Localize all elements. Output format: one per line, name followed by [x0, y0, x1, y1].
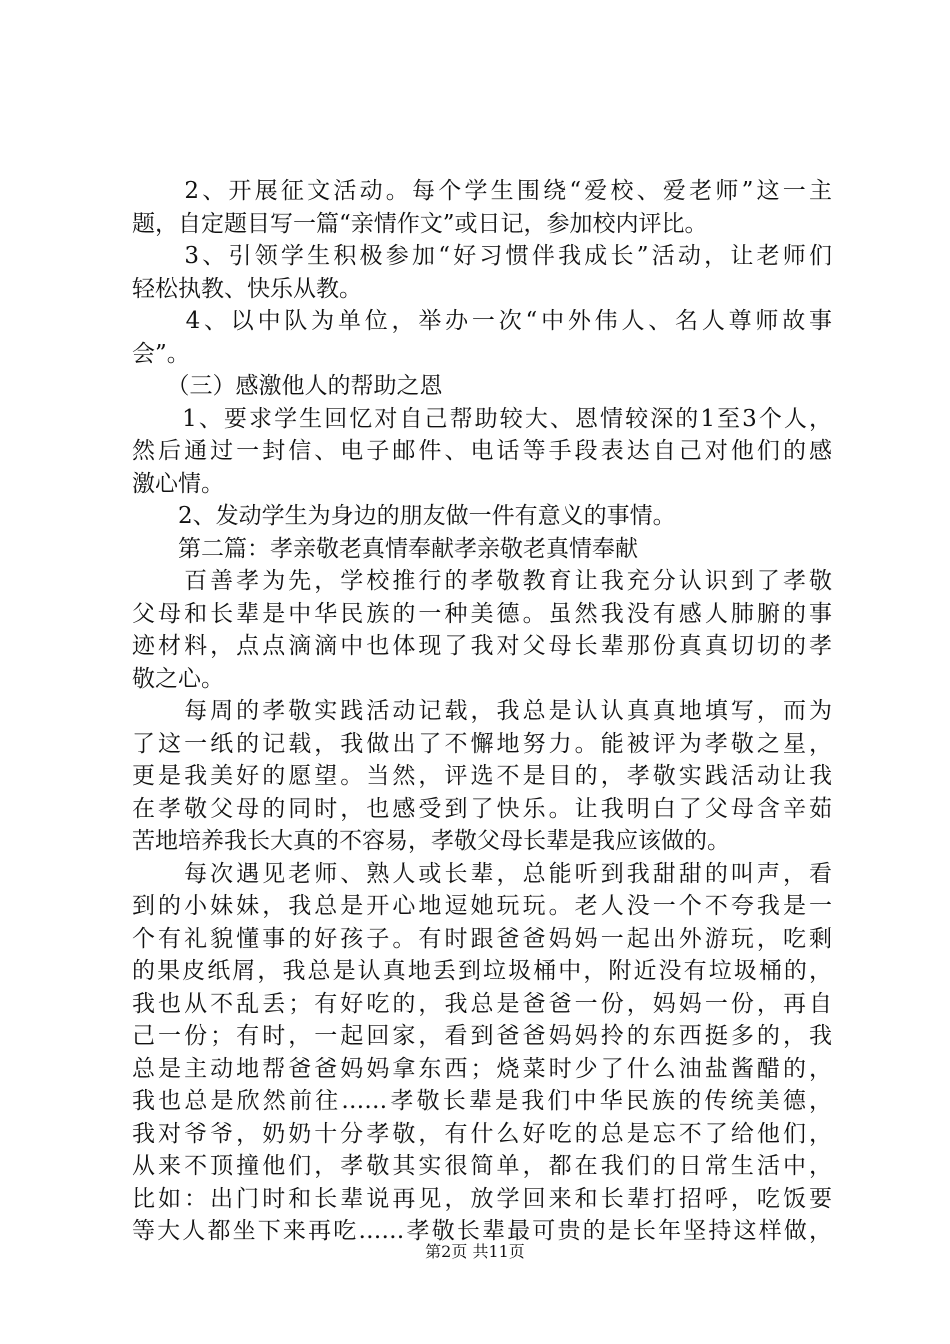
text-line: 然后通过一封信、电子邮件、电话等手段表达自己对他们的感 [132, 438, 832, 464]
text-line: 每次遇见老师、熟人或长辈，总能听到我甜甜的叫声，看 [132, 860, 832, 887]
page-number-footer: 第2页 共11页 [425, 1242, 525, 1261]
text-line: 个有礼貌懂事的好孩子。有时跟爸爸妈妈一起出外游玩，吃剩 [132, 925, 832, 952]
text-line: 比如：出门时和长辈说再见，放学回来和长辈打招呼，吃饭要 [132, 1185, 832, 1212]
text-line: 到的小妹妹，我总是开心地逗她玩玩。老人没一个不夸我是一 [132, 893, 832, 919]
section-heading: （三）感激他人的帮助之恩 [132, 373, 443, 399]
text-line: 总是主动地帮爸爸妈妈拿东西；烧菜时少了什么油盐酱醋的， [132, 1055, 832, 1082]
text-line: 会”。 [132, 340, 190, 367]
text-line: 我也总是欣然前往……孝敬长辈是我们中华民族的传统美德， [132, 1088, 832, 1114]
text-line: 激心情。 [132, 470, 224, 497]
text-line: 2、开展征文活动。每个学生围绕“爱校、爱老师”这一主 [132, 178, 832, 204]
text-line: 1、要求学生回忆对自己帮助较大、恩情较深的1至3个人， [132, 405, 832, 432]
text-line: 敬之心。 [132, 665, 224, 692]
text-line: 轻松执教、快乐从教。 [132, 275, 362, 302]
text-line: 题，自定题目写一篇“亲情作文”或日记，参加校内评比。 [132, 210, 708, 237]
text-line: 2、发动学生为身边的朋友做一件有意义的事情。 [132, 503, 676, 529]
text-line: 苦地培养我长大真的不容易，孝敬父母长辈是我应该做的。 [132, 828, 730, 854]
text-line: 4、以中队为单位，举办一次“中外伟人、名人尊师故事 [132, 308, 832, 334]
text-line: 百善孝为先，学校推行的孝敬教育让我充分认识到了孝敬 [132, 568, 832, 594]
text-line: 更是我美好的愿望。当然，评选不是目的，孝敬实践活动让我 [132, 763, 832, 789]
text-line: 3、引领学生积极参加“好习惯伴我成长”活动，让老师们 [132, 243, 832, 269]
article-title: 第二篇：孝亲敬老真情奉献孝亲敬老真情奉献 [132, 535, 638, 562]
text-line: 的果皮纸屑，我总是认真地丢到垃圾桶中，附近没有垃圾桶的， [132, 958, 832, 984]
text-line: 每周的孝敬实践活动记载，我总是认认真真地填写，而为 [132, 698, 832, 724]
text-line: 了这一纸的记载，我做出了不懈地努力。能被评为孝敬之星， [132, 730, 832, 757]
body-text [132, 175, 832, 1248]
text-line: 父母和长辈是中华民族的一种美德。虽然我没有感人肺腑的事 [132, 600, 832, 627]
text-line: 我也从不乱丢；有好吃的，我总是爸爸一份，妈妈一份，再自 [132, 990, 832, 1017]
text-line: 己一份；有时，一起回家，看到爸爸妈妈拎的东西挺多的，我 [132, 1023, 832, 1049]
text-line: 迹材料，点点滴滴中也体现了我对父母长辈那份真真切切的孝 [132, 633, 832, 659]
text-line: 我对爷爷，奶奶十分孝敬，有什么好吃的总是忘不了给他们， [132, 1120, 832, 1147]
text-line: 等大人都坐下来再吃……孝敬长辈最可贵的是长年坚持这样做， [132, 1218, 832, 1244]
text-line: 从来不顶撞他们，孝敬其实很简单，都在我们的日常生活中， [132, 1153, 832, 1179]
text-line: 在孝敬父母的同时，也感受到了快乐。让我明白了父母含辛茹 [132, 795, 832, 822]
